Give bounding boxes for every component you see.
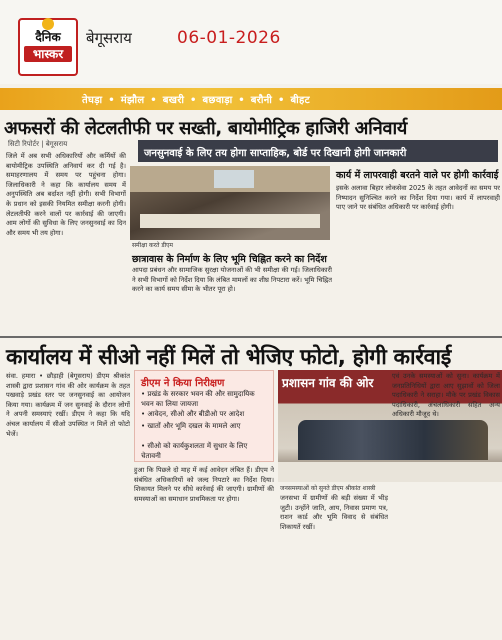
- region-band: [0, 88, 502, 110]
- photo-banner-text: प्रशासन गांव की ओर: [282, 376, 374, 390]
- story2-headline: कार्यालय में सीओ नहीं मिलें तो भेजिए फोटो, होगी कार्रवाई: [6, 345, 451, 370]
- region-list: तेघड़ा • मंझौल • बखरी • बछवाड़ा • बरौनी • बीहट: [82, 95, 310, 106]
- section-divider: [0, 336, 502, 338]
- inspection-item: • आवेदन, सीओ और बीडीओ पर आदेश: [141, 410, 245, 418]
- story1-headline: अफसरों की लेटलतीफी पर सख्ती, बायोमीट्रिक हाजिरी अनिवार्य: [4, 118, 407, 139]
- logo-text-top: दैनिक: [35, 30, 61, 44]
- masthead: [0, 0, 502, 84]
- newspaper-logo: [18, 18, 78, 76]
- story2-photo-caption: जनसमस्याओं को सुनते डीएम श्रीकांत शास्त्री: [280, 485, 376, 492]
- logo-text-bottom: भास्कर: [24, 46, 72, 62]
- story1-subhead-right: कार्य में लापरवाही बरतने वाले पर होगी कार्रवाई: [336, 170, 499, 181]
- story1-byline: सिटी रिपोर्टर | बेगूसराय: [8, 140, 68, 148]
- issue-date: 06-01-2026: [177, 28, 281, 48]
- inspection-box-title: डीएम ने किया निरीक्षण: [141, 378, 225, 389]
- story1-photo-caption: समीक्षा करते डीएम: [132, 242, 174, 249]
- city-name: बेगूसराय: [86, 29, 132, 47]
- story2-column-left-text: डीएम श्रीकांत शास्त्री द्वारा प्रशासन गांव की ओर कार्यक्रम के तहत पखवाड़े प्रखंड स्तर पर जनसुनवाई का आयोजन किया गया। कार्यक्रम में जन सुनवाई के दौरान लोगों ने अपनी समस्याएं रखीं। डीएम ने कहा कि यदि अंचल कार्यालय में सीओ उपस्थित न मिलें तो फोटो भेजें।: [6, 372, 130, 438]
- story2-column-middle: हुआ कि पिछले दो माह में कई आवेदन लंबित हैं। डीएम ने संबंधित अधिकारियों को जल्द निपटारे का निर्देश दिया। शिकायत मिलने पर सीधे कार्रवाई की जाएगी। ग्रामीणों की समस्याओं का समाधान प्राथमिकता पर होगा।: [134, 466, 274, 503]
- story1-subhead-middle: छात्रावास के निर्माण के लिए भूमि चिह्नित करने का निर्देश: [132, 254, 327, 265]
- story1-column-middle: आपदा प्रबंधन और सामाजिक सुरक्षा योजनाओं की भी समीक्षा की गई। जिलाधिकारी ने सभी विभागों को निर्देश दिया कि लंबित मामलों का शीघ्र निपटारा करें। भूमि चिह्नित करने का कार्य समय सीमा के भीतर पूरा हो।: [132, 266, 332, 294]
- story2-column-far-right: एवं उनके समस्याओं को सुना। कार्यक्रम में जनप्रतिनिधियों द्वारा आए सुझावों को जिला पदाधिकारी ने सराहा। मौके पर प्रखंड विकास पदाधिकारी, अंचलाधिकारी सहित अन्य अधिकारी मौजूद थे।: [392, 372, 500, 419]
- story2-column-left: [6, 372, 130, 636]
- inspection-item: • खातों और भूमि दखल के मामले आए: [141, 422, 241, 430]
- story1-photo: [130, 166, 330, 240]
- inspection-item: • प्रखंड के सरकार भवन की और सामुदायिक भवन का लिया जायजा: [141, 390, 255, 408]
- story1-column-left: जिले में अब सभी अधिकारियों और कर्मियों की बायोमीट्रिक उपस्थिति अनिवार्य कर दी गई है। समाहरणालय में समय पर पहुंचना होगा। जिलाधिकारी ने कहा कि कार्यालय समय में अनुपस्थिति अब बर्दाश्त नहीं होगी। सभी विभागों के प्रधान को इसकी नियमित समीक्षा करनी होगी। लेटलतीफी करने वालों पर कार्रवाई की जाएगी। आम लोगों की सुविधा के लिए जनसुनवाई का दिन और समय भी तय होगा।: [6, 152, 126, 237]
- inspection-box: [134, 370, 274, 462]
- story2-column-right: जनसभा में ग्रामीणों की बड़ी संख्या में भीड़ जुटी। उन्होंने जाति, आय, निवास प्रमाण पत्र, राशन कार्ड और भूमि विवाद से संबंधित शिकायतें रखीं।: [280, 494, 388, 531]
- story1-subheadline: जनसुनवाई के लिए तय होगा साप्ताहिक, बोर्ड पर दिखानी होगी जानकारी: [138, 140, 498, 162]
- inspection-item: • सीओ को कार्यकुशलता में सुधार के लिए चेतावनी: [141, 442, 248, 460]
- story2-byline: संवा. हमारा • छौड़ाही (बेगूसराय): [6, 372, 93, 380]
- story1-column-right: इसके अलावा बिहार लोकसेवा 2025 के तहत आवेदनों का समय पर निष्पादन सुनिश्चित करने का निर्देश दिया गया। कार्य में लापरवाही पाए जाने पर संबंधित अधिकारी पर कार्रवाई होगी।: [336, 184, 500, 212]
